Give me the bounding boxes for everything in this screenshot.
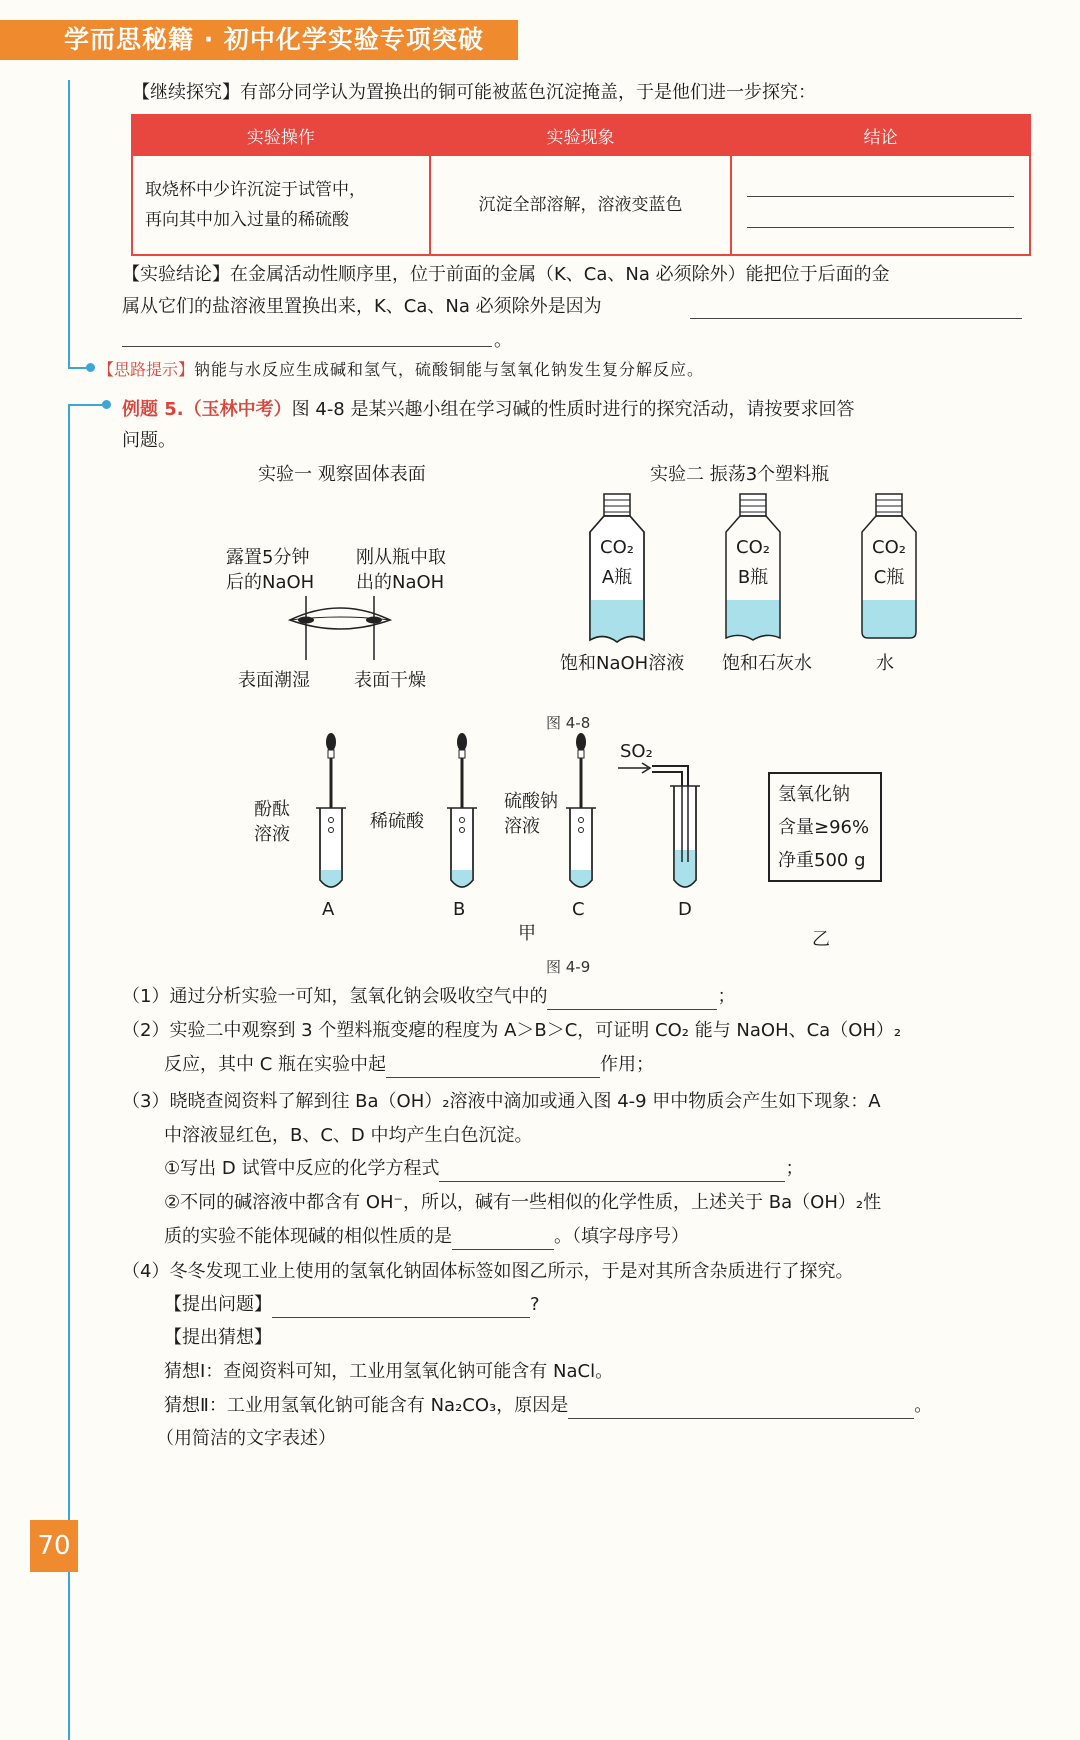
q3-sub2-text: 质的实验不能体现碱的相似性质的是	[164, 1226, 452, 1247]
q4-guess2-text: 猜想Ⅱ：工业用氢氧化钠可能含有 Na₂CO₃，原因是	[164, 1395, 569, 1416]
question-2-line-1: （2）实验二中观察到 3 个塑料瓶变瘪的程度为 A＞B＞C，可证明 CO₂ 能与 NaOH、Ca（OH）₂	[122, 1020, 902, 1041]
experiment-table	[131, 114, 1031, 256]
exp1-bottom-left: 表面潮湿	[238, 670, 310, 691]
example5-line-2: 问题。	[122, 430, 176, 451]
label-box-line-3: 净重500 g	[778, 850, 866, 871]
tube-a-letter: A	[322, 899, 335, 920]
tube-b-reagent-1: 稀硫酸	[370, 811, 424, 832]
conclusion-blank-1[interactable]	[747, 182, 1014, 197]
question-4-line-1: （4）冬冬发现工业上使用的氢氧化钠固体标签如图乙所示，于是对其所含杂质进行了探究。	[122, 1261, 854, 1282]
q3-sub2-end: 。（填字母序号）	[554, 1226, 689, 1247]
bottle-b-gas: CO₂	[736, 537, 770, 558]
bottle-a-name: A瓶	[601, 567, 633, 588]
bottle-b-name: B瓶	[737, 567, 769, 588]
tube-c-letter: C	[572, 899, 585, 920]
figure-4-8-caption: 图 4-8	[546, 714, 591, 732]
tube-a	[316, 733, 346, 887]
q2-blank[interactable]	[386, 1057, 600, 1078]
conclusion-blank-2[interactable]	[747, 217, 1014, 228]
tube-b-letter: B	[453, 899, 466, 920]
label-box-line-1: 氢氧化钠	[778, 784, 850, 805]
question-4-note: （用简洁的文字表述）	[156, 1428, 336, 1449]
question-3-sub-2-line-2	[164, 1224, 689, 1250]
q3-sub1-end: ；	[785, 1158, 804, 1179]
tube-c	[566, 733, 596, 887]
q3-sub1-text: ①写出 D 试管中反应的化学方程式	[164, 1158, 440, 1179]
label-box-line-2: 含量≥96%	[778, 817, 870, 838]
group-jia: 甲	[518, 923, 536, 944]
q3-sub1-blank[interactable]	[439, 1161, 785, 1182]
continue-intro: 【继续探究】有部分同学认为置换出的铜可能被蓝色沉淀掩盖，于是他们进一步探究：	[132, 82, 816, 103]
bottle-c-liquid: 水	[876, 653, 894, 674]
bottle-b-liquid: 饱和石灰水	[722, 653, 812, 674]
table-cell-conclusion[interactable]	[731, 155, 1030, 255]
group-yi: 乙	[812, 929, 830, 950]
tube-a-reagent-1: 酚酞	[254, 799, 290, 820]
q3-sub2-blank[interactable]	[452, 1229, 554, 1250]
question-4-guess-label: 【提出猜想】	[164, 1327, 272, 1348]
question-3-line-1: （3）晓晓查阅资料了解到往 Ba（OH）₂溶液中滴加或通入图 4-9 甲中物质会产生如下现象：A	[122, 1091, 881, 1112]
table-cell-phenomenon: 沉淀全部溶解，溶液变蓝色	[430, 155, 732, 255]
exp1-left-label-1: 露置5分钟	[226, 547, 310, 568]
side-dot-main	[102, 400, 111, 409]
header-banner: 学而思秘籍 · 初中化学实验专项突破	[0, 20, 518, 60]
hint-tag: 【思路提示】	[98, 360, 195, 379]
table-header-phenomenon: 实验现象	[430, 115, 732, 155]
tube-d-letter: D	[678, 899, 692, 920]
tube-d-reagent: SO₂	[620, 741, 653, 762]
bottle-b	[722, 492, 784, 652]
question-1	[122, 984, 735, 1010]
q4-ask-blank[interactable]	[272, 1297, 530, 1318]
tube-b	[447, 733, 477, 887]
operation-line-2: 再向其中加入过量的稀硫酸	[145, 210, 349, 230]
watch-glass-drawing	[270, 590, 410, 670]
conclusion-blank-a[interactable]	[690, 318, 1022, 319]
bottle-c	[858, 492, 920, 652]
side-line-main-head	[68, 404, 106, 406]
bottle-a	[586, 492, 648, 652]
example5-question: 图 4-8 是某兴趣小组在学习碱的性质时进行的探究活动，请按要求回答	[291, 399, 855, 420]
naoh-label-box	[768, 772, 882, 882]
q4-guess2-blank[interactable]	[568, 1398, 914, 1419]
example5-label: 例题 5.（玉林中考）	[122, 399, 292, 420]
bottle-c-name: C瓶	[873, 567, 905, 588]
exp1-right-label-2: 出的NaOH	[356, 572, 445, 593]
exp1-left-label-2: 后的NaOH	[226, 572, 315, 593]
hint-text: 钠能与水反应生成碱和氢气，硫酸铜能与氢氧化钠发生复分解反应。	[194, 360, 705, 379]
table-header-operation: 实验操作	[132, 115, 430, 155]
question-3-sub-1	[164, 1156, 803, 1182]
question-3-sub-2-line-1: ②不同的碱溶液中都含有 OH⁻，所以，碱有一些相似的化学性质，上述关于 Ba（OH）₂性	[164, 1192, 882, 1213]
question-3-line-2: 中溶液显红色，B、C、D 中均产生白色沉淀。	[164, 1125, 533, 1146]
conclusion-line-1: 【实验结论】在金属活动性顺序里，位于前面的金属（K、Ca、Na 必须除外）能把位于后面的金	[122, 264, 890, 285]
q2-end: 作用；	[600, 1054, 655, 1075]
bottle-c-gas: CO₂	[872, 537, 906, 558]
tube-a-reagent-2: 溶液	[254, 824, 290, 845]
tube-c-reagent-2: 溶液	[504, 816, 540, 837]
bottle-a-liquid: 饱和NaOH溶液	[560, 653, 685, 674]
exp1-title: 实验一 观察固体表面	[258, 464, 426, 485]
q4-ask-label: 【提出问题】	[164, 1294, 272, 1315]
conclusion-period: 。	[494, 330, 512, 351]
q1-text: （1）通过分析实验一可知，氢氧化钠会吸收空气中的	[122, 986, 548, 1007]
question-2-line-2	[164, 1052, 654, 1078]
tube-c-reagent-1: 硫酸钠	[504, 791, 558, 812]
table-header-conclusion: 结论	[731, 115, 1030, 155]
side-line-top	[68, 80, 70, 368]
conclusion-line-2: 属从它们的盐溶液里置换出来，K、Ca、Na 必须除外是因为	[122, 296, 602, 317]
hint-row	[98, 357, 704, 380]
bottle-a-gas: CO₂	[600, 537, 634, 558]
side-dot-top	[86, 363, 95, 372]
q1-end: ；	[717, 986, 736, 1007]
q4-ask-end: ?	[530, 1294, 540, 1315]
tube-d	[618, 763, 700, 887]
exp2-title: 实验二 振荡3个塑料瓶	[650, 464, 830, 485]
question-4-ask	[164, 1292, 540, 1318]
example5-line-1	[122, 397, 854, 423]
page-number: 70	[30, 1520, 78, 1572]
exp1-bottom-right: 表面干燥	[354, 670, 426, 691]
q2-text: 反应，其中 C 瓶在实验中起	[164, 1054, 387, 1075]
question-4-guess-2	[164, 1393, 932, 1419]
operation-line-1: 取烧杯中少许沉淀于试管中，	[145, 180, 366, 200]
q1-blank[interactable]	[547, 989, 717, 1010]
q4-guess2-end: 。	[914, 1395, 933, 1416]
figure-4-9-caption: 图 4-9	[546, 958, 591, 976]
exp1-right-label-1: 刚从瓶中取	[356, 547, 446, 568]
question-4-guess-1: 猜想Ⅰ：查阅资料可知，工业用氢氧化钠可能含有 NaCl。	[164, 1361, 614, 1382]
conclusion-blank-b[interactable]	[122, 346, 492, 347]
table-cell-operation	[132, 155, 430, 255]
